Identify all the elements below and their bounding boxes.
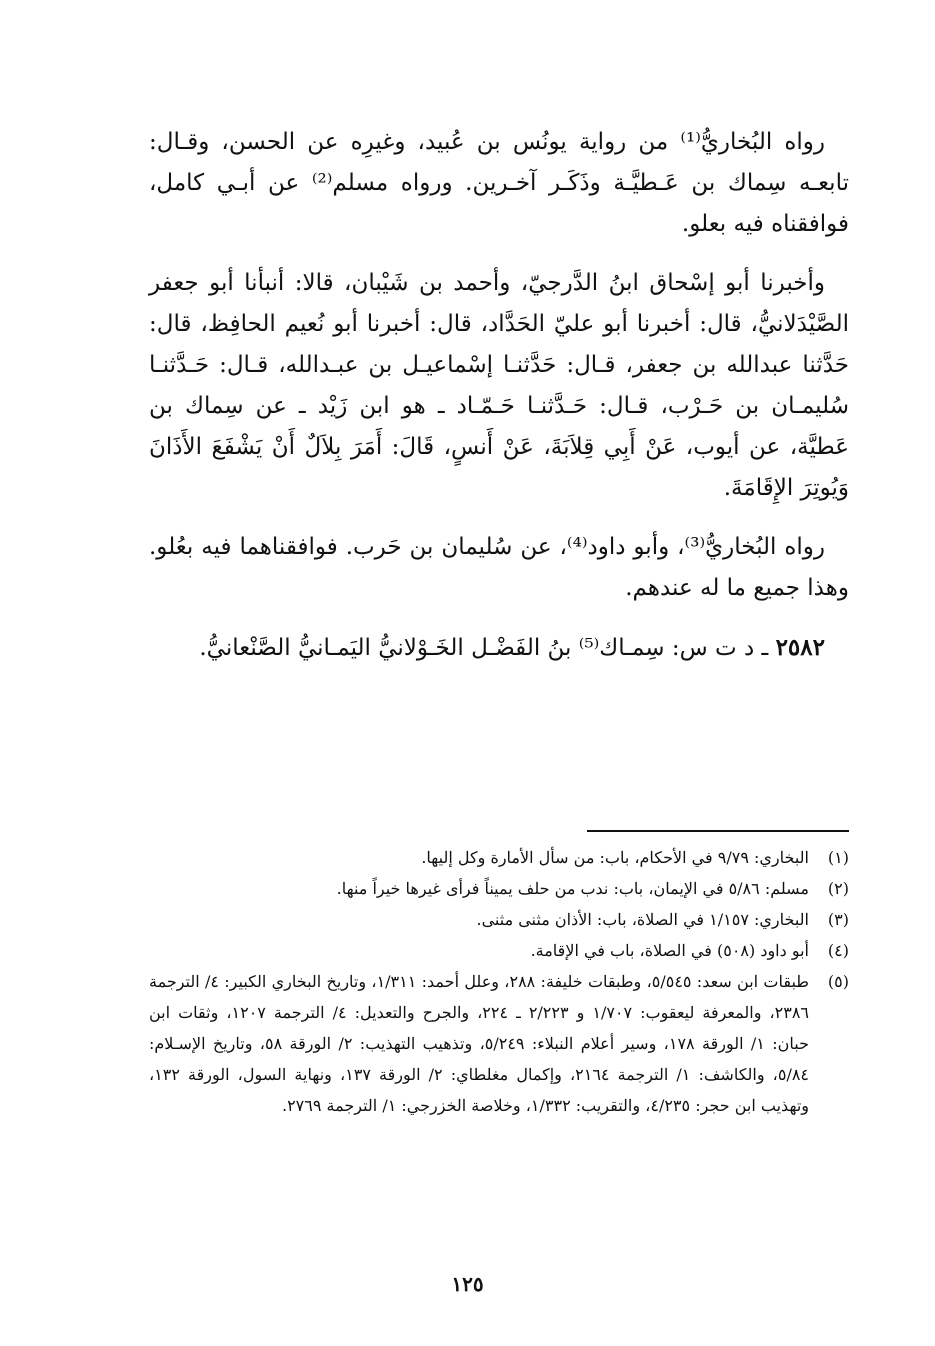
main-text [149, 122, 849, 687]
footnote-marker: (١) [827, 848, 849, 867]
footnote-text: طبقات ابن سعد: ٥/٥٤٥، وطبقات خليفة: ٢٨٨، وعلل أحمد: ١/٣١١، وتاريخ البخاري الكبير: ٤/ الترجمة ٢٣٨٦، والمعرفة ليعقوب: ١/٧٠٧ و ٢/٢٢٣ ـ ٢٢٤، والجرح والتعديل: ٤/ الترجمة ١٢٠٧، وثقات ابن حبان: ١/ الورقة ١٧٨، وسير أعلام النبلاء: ٥/٢٤٩، وتذهيب التهذيب: ٢/ الورقة ٥٨، وتاريخ الإسـلام: ٥/٨٤، والكاشف: ١/ الترجمة ٢١٦٤، وإكمال مغلطاي: ٢/ الورقة ١٣٧، ونهاية السول، الورقة ١٣٢، وتهذيب ابن حجر: ٤/٢٣٥، والتقريب: ١/٣٣٢، وخلاصة الخزرجي: ١/ الترجمة ٢٧٦٩. [149, 972, 810, 1115]
footnote-item [149, 935, 849, 966]
entry-heading [149, 627, 849, 669]
footnote-item [149, 966, 849, 1121]
footnote-marker: (٢) [827, 879, 849, 898]
footnote-item [149, 873, 849, 904]
footnote-marker: (٤) [827, 941, 849, 960]
entry-number: ٢٥٨٢ [775, 634, 825, 661]
footnote-text: أبو داود (٥٠٨) في الصلاة، باب في الإقامة. [530, 941, 809, 960]
footnote-text: مسلم: ٥/٨٦ في الإيمان، باب: ندب من حلف يميناً فرأى غيرها خيراً منها. [336, 879, 809, 898]
footnote-text: البخاري: ١/١٥٧ في الصلاة، باب: الأذان مثنى مثنى. [476, 910, 809, 929]
page-number: ١٢٥ [451, 1272, 484, 1296]
footnote-text: البخاري: ٩/٧٩ في الأحكام، باب: من سأل الأمارة وكل إليها. [421, 848, 809, 867]
footnote-marker: (٥) [827, 972, 849, 991]
entry-title: ـ د ت س: سِمـاك⁽⁵⁾ بنُ الفَضْـل الخَـوْلانيُّ اليَمـانيُّ الصَّنْعانيُّ. [199, 635, 769, 661]
paragraph-hadith-chain: وأخبرنا أبو إسْحاق ابنُ الدَّرجيّ، وأحمد بن شَيْبان، قالا: أنبأنا أبو جعفر الصَّيْدَلانيُّ، قال: أخبرنا أبو عليّ الحَدَّاد، قال: أخبرنا أبو نُعيم الحافِظ، قال: حَدَّثنا عبدالله بن جعفر، قـال: حَدَّثنـا إسْماعيـل بن عبـدالله، قـال: حَـدَّثنـا سُليمـان بن حَـرْب، قـال: حَـدَّثنـا حَـمّـاد ـ هو ابن زَيْد ـ عن سِماك بن عَطيَّة، عن أيوب، عَنْ أَبِي قِلاَبَةَ، عَنْ أَنسٍ، قَالَ: أَمَرَ بِلاَلٌ أَنْ يَشْفَعَ الأَذَانَ وَيُوتِرَ الإِقَامَةَ. [149, 270, 849, 501]
footnote-item [149, 842, 849, 873]
footnote-item [149, 904, 849, 935]
paragraph-bukhari-abu-dawud: رواه البُخاريُّ⁽³⁾، وأبو داود⁽⁴⁾، عن سُليمان بن حَرب. فوافقناهما فيه بعُلو. وهذا جميع ما له عندهم. [149, 534, 849, 601]
footnote-separator [587, 830, 849, 832]
footnote-marker: (٣) [827, 910, 849, 929]
footnotes [149, 842, 849, 1121]
paragraph-bukhari-yunus: رواه البُخاريُّ⁽¹⁾ من رواية يونُس بن عُبيد، وغيرِه عن الحسن، وقـال: تابعـه سِماك بن عَـطيَّـة وذَكَـر آخـرين. ورواه مسلم⁽²⁾ عن أبـي كامل، فوافقناه فيه بعلو. [149, 129, 849, 237]
